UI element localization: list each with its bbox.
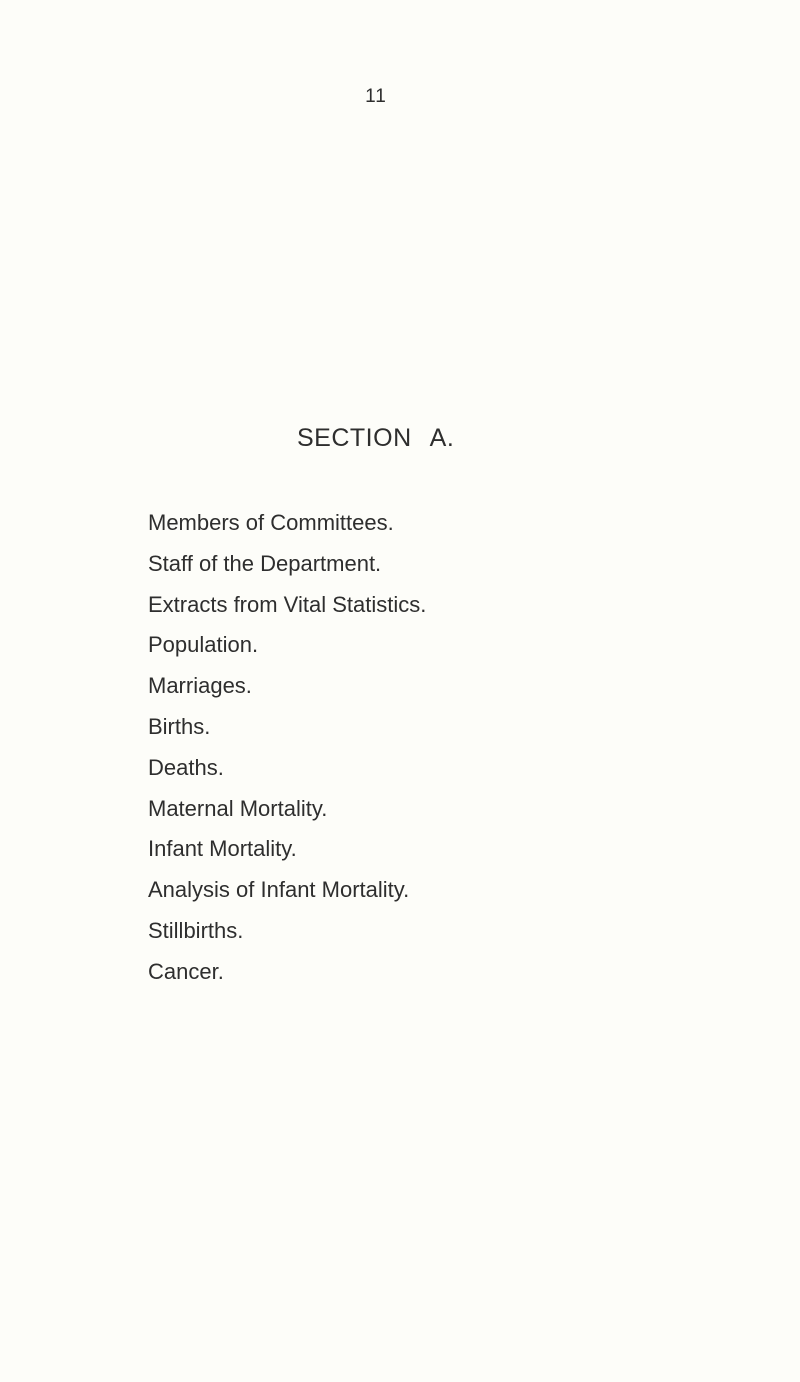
list-item-stillbirths: Stillbirths. <box>148 917 244 943</box>
page-number: 11 <box>365 86 387 107</box>
list-item-population: Population. <box>148 632 259 658</box>
list-item-infant-mortality: Infant Mortality. <box>148 836 297 862</box>
section-title: SECTION A. <box>297 424 455 452</box>
list-item-marriages: Marriages. <box>148 673 252 699</box>
list-item-births: Births. <box>148 713 211 739</box>
list-item-deaths: Deaths. <box>148 754 224 780</box>
contents-list <box>148 503 426 993</box>
list-item-maternal-mortality: Maternal Mortality. <box>148 795 328 821</box>
list-item-cancer: Cancer. <box>148 958 224 984</box>
list-item-staff-of-department: Staff of the Department. <box>148 550 382 576</box>
list-item-extracts-vital-statistics: Extracts from Vital Statistics. <box>148 591 427 617</box>
list-item-analysis-infant-mortality: Analysis of Infant Mortality. <box>148 877 410 903</box>
list-item-members-of-committees: Members of Committees. <box>148 510 394 535</box>
